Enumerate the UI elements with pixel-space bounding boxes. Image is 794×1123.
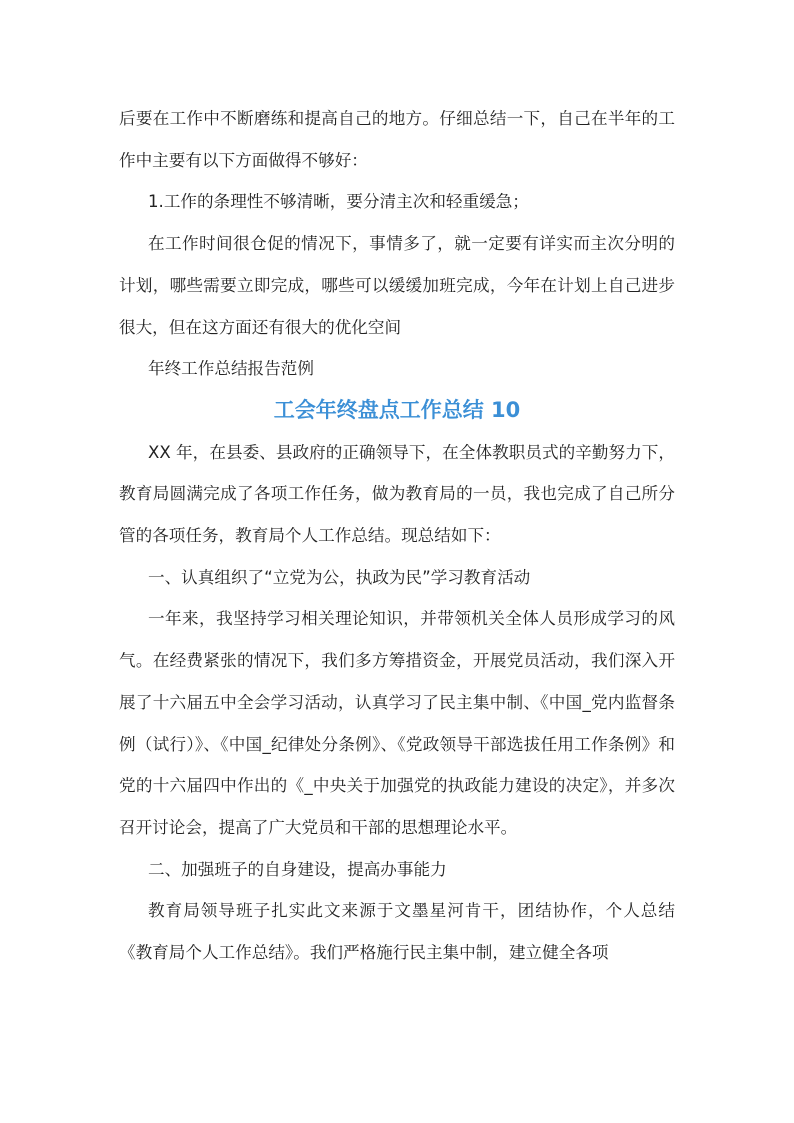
paragraph-7: 一年来，我坚持学习相关理论知识，并带领机关全体人员形成学习的风气。在经费紧张的情况下，我们多方筹措资金，开展党员活动，我们深入开展了十六届五中全会学习活动，认真学习了民主集中制、《中国_党内监督条例（试行）》、《中国_纪律处分条例》、《党政领导干部选拔任用工作条例》和党的十六届四中作出的《_中央关于加强党的执政能力建设的决定》，并多次召开讨论会，提高了广大党员和干部的思想理论水平。 — [119, 609, 675, 837]
document-page — [119, 98, 675, 974]
paragraph-3: 在工作时间很仓促的情况下，事情多了，就一定要有详实而主次分明的计划，哪些需要立即完成，哪些可以缓缓加班完成，今年在计划上自己进步很大，但在这方面还有很大的优化空间 — [119, 234, 675, 337]
paragraph-5: XX 年，在县委、县政府的正确领导下，在全体教职员式的辛勤努力下，教育局圆满完成了各项工作任务，做为教育局的一员，我也完成了自己所分管的各项任务，教育局个人工作总结。现总结如下： — [119, 442, 675, 546]
paragraph-4: 年终工作总结报告范例 — [148, 359, 314, 379]
section-title: 工会年终盘点工作总结 10 — [273, 397, 521, 422]
paragraph-6: 一、认真组织了“立党为公，执政为民”学习教育活动 — [148, 567, 531, 587]
paragraph-9: 教育局领导班子扎实此文来源于文墨星河肯干，团结协作，个人总结《教育局个人工作总结》。我们严格施行民主集中制，建立健全各项 — [119, 901, 675, 963]
paragraph-2: 1.工作的条理性不够清晰，要分清主次和轻重缓急； — [148, 192, 529, 212]
paragraph-8: 二、加强班子的自身建设，提高办事能力 — [148, 859, 447, 879]
paragraph-1: 后要在工作中不断磨练和提高自己的地方。仔细总结一下，自己在半年的工作中主要有以下方面做得不够好： — [119, 109, 675, 170]
